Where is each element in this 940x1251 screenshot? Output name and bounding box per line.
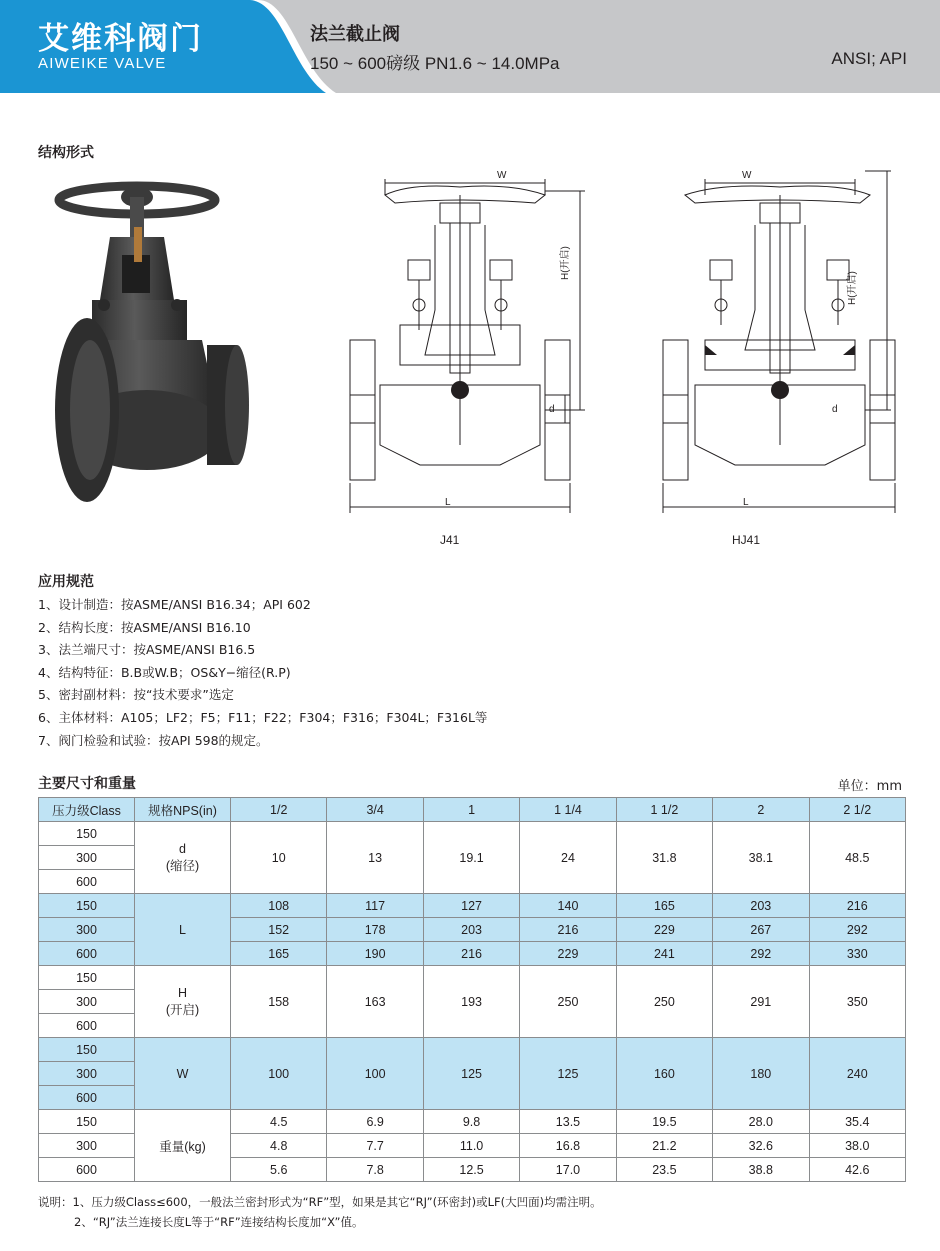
- value-cell: 31.8: [616, 822, 712, 894]
- value-cell: 163: [327, 966, 423, 1038]
- value-cell: 7.7: [327, 1134, 423, 1158]
- value-cell: 127: [423, 894, 519, 918]
- spec-item: 6、主体材料：A105；LF2；F5；F11；F22；F304；F316；F304L；F316L等: [38, 709, 488, 725]
- value-cell: 42.6: [809, 1158, 905, 1182]
- value-cell: 12.5: [423, 1158, 519, 1182]
- table-header-row: [39, 798, 906, 822]
- j41-caption: J41: [440, 533, 460, 547]
- spec-item: 2、结构长度：按ASME/ANSI B16.10: [38, 619, 251, 635]
- value-cell: 160: [616, 1038, 712, 1110]
- unit-label: 单位：mm: [837, 779, 902, 794]
- j41-drawing: [340, 165, 590, 525]
- j41-d-label: d: [549, 404, 555, 415]
- value-cell: 100: [327, 1038, 423, 1110]
- valve-photo: [52, 175, 252, 505]
- value-cell: 4.5: [231, 1110, 327, 1134]
- size-header: 2: [713, 798, 809, 822]
- value-cell: 292: [809, 918, 905, 942]
- value-cell: 19.1: [423, 822, 519, 894]
- section-title-dimensions: 主要尺寸和重量: [38, 776, 136, 792]
- value-cell: 125: [520, 1038, 616, 1110]
- hj41-l-label: L: [743, 497, 749, 508]
- value-cell: 292: [713, 942, 809, 966]
- param-label-h: H (开启): [135, 966, 231, 1038]
- param-label-w: W: [135, 1038, 231, 1110]
- value-cell: 117: [327, 894, 423, 918]
- nps-header: 规格NPS(in): [135, 798, 231, 822]
- value-cell: 11.0: [423, 1134, 519, 1158]
- value-cell: 267: [713, 918, 809, 942]
- value-cell: 24: [520, 822, 616, 894]
- param-label-d: d (缩径): [135, 822, 231, 894]
- class-cell: 300: [39, 1134, 135, 1158]
- value-cell: 216: [423, 942, 519, 966]
- class-cell: 150: [39, 822, 135, 846]
- value-cell: 125: [423, 1038, 519, 1110]
- class-cell: 300: [39, 1062, 135, 1086]
- value-cell: 203: [423, 918, 519, 942]
- value-cell: 250: [616, 966, 712, 1038]
- value-cell: 180: [713, 1038, 809, 1110]
- spec-item: 5、密封副材料：按“技术要求”选定: [38, 687, 234, 703]
- value-cell: 38.1: [713, 822, 809, 894]
- pressure-class-subtitle: 150 ~ 600磅级 PN1.6 ~ 14.0MPa: [310, 54, 560, 73]
- table-row: [39, 1038, 906, 1062]
- size-header: 1/2: [231, 798, 327, 822]
- value-cell: 350: [809, 966, 905, 1038]
- value-cell: 38.8: [713, 1158, 809, 1182]
- param-label-l: L: [135, 894, 231, 966]
- value-cell: 229: [616, 918, 712, 942]
- class-cell: 600: [39, 1158, 135, 1182]
- class-cell: 150: [39, 966, 135, 990]
- standards-label: ANSI; API: [831, 49, 907, 68]
- size-header: 1 1/2: [616, 798, 712, 822]
- value-cell: 21.2: [616, 1134, 712, 1158]
- value-cell: 35.4: [809, 1110, 905, 1134]
- section-title-application: 应用规范: [38, 574, 94, 590]
- hj41-h-label: H(开启): [847, 271, 858, 305]
- value-cell: 216: [520, 918, 616, 942]
- hj41-d-label: d: [832, 404, 838, 415]
- value-cell: 241: [616, 942, 712, 966]
- value-cell: 28.0: [713, 1110, 809, 1134]
- table-row: [39, 966, 906, 990]
- value-cell: 158: [231, 966, 327, 1038]
- j41-h-label: H(开启): [560, 246, 571, 280]
- section-title-structure: 结构形式: [38, 145, 94, 161]
- header-band: [0, 0, 940, 93]
- value-cell: 16.8: [520, 1134, 616, 1158]
- value-cell: 10: [231, 822, 327, 894]
- value-cell: 32.6: [713, 1134, 809, 1158]
- size-header: 1 1/4: [520, 798, 616, 822]
- value-cell: 13.5: [520, 1110, 616, 1134]
- note-1: 说明：1、压力级Class≤600，一般法兰密封形式为“RF”型，如果是其它“RJ”(环密封)或LF(大凹面)均需注明。: [38, 1195, 602, 1209]
- value-cell: 13: [327, 822, 423, 894]
- value-cell: 240: [809, 1038, 905, 1110]
- value-cell: 203: [713, 894, 809, 918]
- class-cell: 300: [39, 990, 135, 1014]
- brand-name-en: AIWEIKE VALVE: [38, 55, 167, 72]
- value-cell: 250: [520, 966, 616, 1038]
- value-cell: 140: [520, 894, 616, 918]
- value-cell: 165: [616, 894, 712, 918]
- value-cell: 19.5: [616, 1110, 712, 1134]
- spec-item: 7、阀门检验和试验：按API 598的规定。: [38, 732, 269, 748]
- table-row: [39, 1110, 906, 1134]
- spec-item: 1、设计制造：按ASME/ANSI B16.34；API 602: [38, 597, 311, 612]
- value-cell: 6.9: [327, 1110, 423, 1134]
- size-header: 3/4: [327, 798, 423, 822]
- value-cell: 165: [231, 942, 327, 966]
- spec-item: 4、结构特征：B.B或W.B；OS&Y−缩径(R.P): [38, 664, 291, 680]
- page-title: 法兰截止阀: [310, 24, 400, 45]
- note-2: 2、“RJ”法兰连接长度L等于“RF”连接结构长度加“X”值。: [74, 1215, 364, 1229]
- hj41-caption: HJ41: [732, 533, 761, 547]
- value-cell: 229: [520, 942, 616, 966]
- spec-list: [38, 594, 487, 752]
- class-cell: 150: [39, 1110, 135, 1134]
- class-cell: 300: [39, 846, 135, 870]
- table-row: [39, 894, 906, 918]
- value-cell: 152: [231, 918, 327, 942]
- j41-w-label: W: [497, 170, 507, 181]
- class-cell: 600: [39, 870, 135, 894]
- value-cell: 48.5: [809, 822, 905, 894]
- class-header: 压力级Class: [39, 798, 135, 822]
- size-header: 2 1/2: [809, 798, 905, 822]
- spec-item: 3、法兰端尺寸：按ASME/ANSI B16.5: [38, 642, 256, 658]
- value-cell: 108: [231, 894, 327, 918]
- value-cell: 17.0: [520, 1158, 616, 1182]
- param-label-weight: 重量(kg): [135, 1110, 231, 1182]
- value-cell: 9.8: [423, 1110, 519, 1134]
- value-cell: 190: [327, 942, 423, 966]
- value-cell: 291: [713, 966, 809, 1038]
- value-cell: 100: [231, 1038, 327, 1110]
- value-cell: 4.8: [231, 1134, 327, 1158]
- dimension-table: [38, 797, 906, 1182]
- value-cell: 330: [809, 942, 905, 966]
- class-cell: 150: [39, 894, 135, 918]
- brand-name-cn: 艾维科阀门: [38, 21, 203, 57]
- value-cell: 178: [327, 918, 423, 942]
- value-cell: 216: [809, 894, 905, 918]
- class-cell: 150: [39, 1038, 135, 1062]
- value-cell: 38.0: [809, 1134, 905, 1158]
- value-cell: 7.8: [327, 1158, 423, 1182]
- table-row: [39, 822, 906, 846]
- size-header: 1: [423, 798, 519, 822]
- hj41-drawing: [655, 165, 905, 525]
- class-cell: 600: [39, 1086, 135, 1110]
- value-cell: 23.5: [616, 1158, 712, 1182]
- class-cell: 600: [39, 942, 135, 966]
- class-cell: 600: [39, 1014, 135, 1038]
- value-cell: 193: [423, 966, 519, 1038]
- hj41-w-label: W: [742, 170, 752, 181]
- value-cell: 5.6: [231, 1158, 327, 1182]
- class-cell: 300: [39, 918, 135, 942]
- j41-l-label: L: [445, 497, 451, 508]
